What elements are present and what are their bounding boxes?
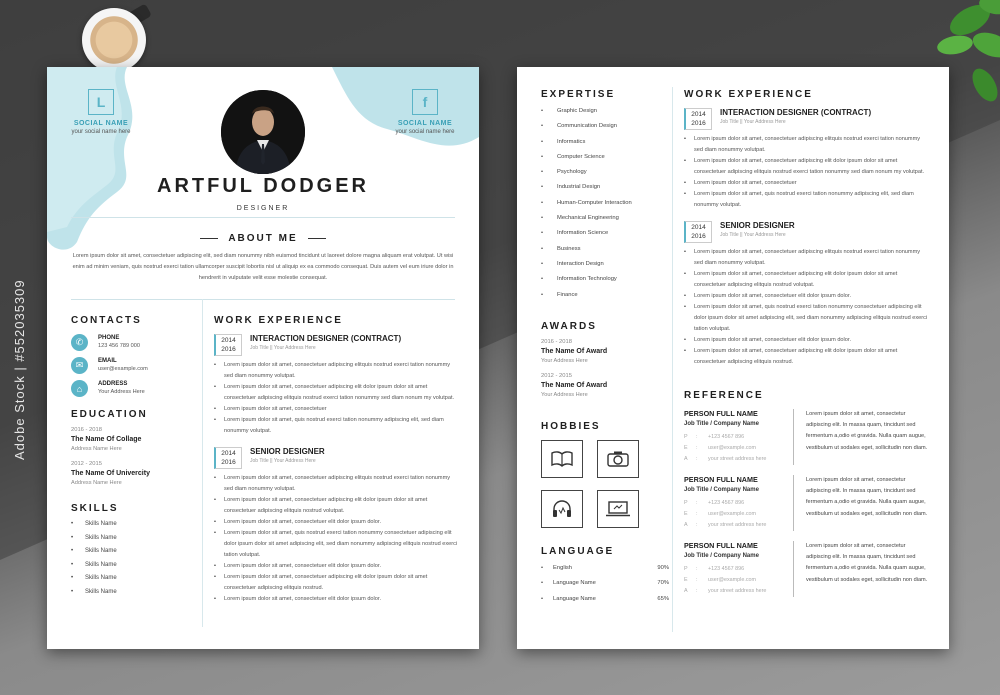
job-bullet: • Lorem ipsum dolor sit amet, consectetuer adipiscing elit dolor ipsum dolor sit amet consectetuer adipiscing elitquis nostrud exerci tation nonummy sed diam nonum my volutpat.	[214, 382, 459, 404]
job-bullet: • Lorem ipsum dolor sit amet, consectetuer	[684, 178, 929, 189]
reference-text: Lorem ipsum dolor sit amet, consectetur adipiscing elit. In massa quam, tincidunt sed fermentum a,odio et gravida. Nulla quam augue, vestibulum ut sodales eget, sollicitudin non diam.	[806, 543, 928, 583]
skill-item: • Skills Name	[71, 532, 201, 546]
job-bullet: • Lorem ipsum dolor sit amet, consectetuer elit dolor ipsum dolor.	[214, 594, 459, 605]
reference-title: Job Title / Company Name	[684, 553, 759, 559]
contact-label: EMAIL	[98, 358, 117, 364]
reference-email: E : user@example.com	[684, 511, 757, 517]
job-subtitle: Job Title || Your Address Here	[720, 232, 786, 238]
work-title: WORK EXPERIENCE	[684, 89, 813, 100]
job-bullet: • Lorem ipsum dolor sit amet, consectetuer adipiscing elitquis nostrud exerci tation nonummy sed diam nonummy volutpat.	[214, 473, 459, 495]
job-years: 2014 2016	[684, 221, 712, 243]
reference-email: E : user@example.com	[684, 445, 757, 451]
linkedin-icon: L	[88, 89, 114, 115]
work-title: WORK EXPERIENCE	[214, 315, 343, 326]
hobbies-grid	[541, 440, 669, 528]
coffee-cup	[82, 8, 146, 72]
contact-value: 123 456 789 000	[98, 343, 140, 349]
reference-phone: P : +123 4567 896	[684, 434, 745, 440]
reference-name: PERSON FULL NAME	[684, 475, 758, 484]
job-bullet: • Lorem ipsum dolor sit amet, consectetuer adipiscing elit dolor ipsum dolor sit amet consectetuer adipiscing elitquis nostrud volutpat.	[684, 269, 929, 291]
job-header	[214, 334, 459, 356]
p2-right-column	[684, 89, 929, 607]
reference-address: A : your street address here	[684, 522, 767, 528]
education-name: The Name Of Collage	[71, 436, 142, 443]
social-name-label: SOCIAL NAME	[397, 120, 453, 127]
job-bullet: • Lorem ipsum dolor sit amet, consectetuer adipiscing elit dolor ipsum dolor sit amet consectetuer adipiscing elitquis nostrud exerci tation nonummy sed diam nonum my volutpat.	[684, 156, 929, 178]
education-title: EDUCATION	[71, 409, 148, 420]
p2-left-column	[541, 89, 669, 607]
expertise-item: • Informatics	[541, 135, 669, 150]
education-address: Address Name Here	[71, 480, 122, 486]
job-title: SENIOR DESIGNER	[720, 221, 795, 230]
education-years: 2012 - 2015	[71, 461, 102, 467]
right-column	[214, 315, 459, 605]
skill-item: • Skills Name	[71, 572, 201, 586]
job-header	[214, 447, 459, 469]
candidate-role: DESIGNER	[236, 205, 290, 212]
job-years: 2014 2016	[684, 108, 712, 130]
expertise-item: • Computer Science	[541, 150, 669, 165]
language-item: • Language Name 70%	[541, 576, 669, 592]
award-years: 2016 - 2018	[541, 338, 572, 345]
contacts-title: CONTACTS	[71, 315, 142, 326]
job-title: INTERACTION DESIGNER (CONTRACT)	[250, 334, 402, 343]
reference-name: PERSON FULL NAME	[684, 409, 758, 418]
reference-address: A : your street address here	[684, 456, 767, 462]
job-subtitle: Job Title || Your Address Here	[250, 345, 316, 351]
job-bullet: • Lorem ipsum dolor sit amet, consectetuer elit dolor ipsum dolor.	[684, 335, 929, 346]
expertise-item: • Mechanical Engineering	[541, 211, 669, 226]
resume-page-1	[47, 67, 479, 649]
job-bullet: • Lorem ipsum dolor sit amet, quis nostrud exerci tation nonummy consectetuer adipiscing elit dolor ipsum dolor sit amet adipiscing elit, sed diam nonummy adipiscing elitquis nostrud exerci tation volutpat.	[684, 302, 929, 335]
skill-item: • Skills Name	[71, 545, 201, 559]
award-name: The Name Of Award	[541, 381, 608, 389]
job-bullet: • Lorem ipsum dolor sit amet, consectetuer adipiscing elit dolor ipsum dolor sit amet consectetuer adipiscing elitquis nostrud.	[214, 572, 459, 594]
award-years: 2012 - 2015	[541, 372, 572, 379]
award-address: Your Address Here	[541, 391, 588, 398]
education-item	[71, 426, 201, 453]
candidate-name: ARTFUL DODGER	[157, 175, 369, 197]
book-icon	[541, 440, 583, 478]
divider	[71, 299, 455, 300]
contact-value: user@example.com	[98, 366, 148, 372]
divider	[71, 217, 455, 218]
expertise-item: • Information Science	[541, 226, 669, 241]
expertise-item: • Psychology	[541, 165, 669, 180]
reference-phone: P : +123 4567 896	[684, 566, 745, 572]
reference-text: Lorem ipsum dolor sit amet, consectetur adipiscing elit. In massa quam, tincidunt sed fermentum a,odio et gravida. Nulla quam augue, vestibulum ut sodales eget, sollicitudin non diam.	[806, 411, 928, 451]
headphones-icon	[541, 490, 583, 528]
social-handle: your social name here	[71, 129, 131, 135]
contact-label: PHONE	[98, 335, 120, 341]
job-years: 2014 2016	[214, 447, 242, 469]
job-bullet: • Lorem ipsum dolor sit amet, consectetuer elit dolor ipsum dolor.	[684, 291, 929, 302]
skill-item: • Skills Name	[71, 586, 201, 600]
contact-email	[71, 357, 201, 374]
expertise-item: • Industrial Design	[541, 180, 669, 195]
job-title: INTERACTION DESIGNER (CONTRACT)	[720, 108, 872, 117]
reference-item	[684, 409, 929, 465]
social-left[interactable]	[63, 89, 139, 135]
education-years: 2016 - 2018	[71, 427, 102, 433]
job-bullet: • Lorem ipsum dolor sit amet, consectetuer adipiscing elit dolor ipsum dolor sit amet consectetuer adipiscing elitquis nostrud volutpat.	[214, 495, 459, 517]
job-bullet: • Lorem ipsum dolor sit amet, quis nostrud exerci tation nonummy adipiscing elit, sed diam nonummy volutpat.	[684, 189, 929, 211]
job-subtitle: Job Title || Your Address Here	[720, 119, 786, 125]
reference-title: Job Title / Company Name	[684, 421, 759, 427]
skill-item: • Skills Name	[71, 518, 201, 532]
awards-title: AWARDS	[541, 320, 597, 332]
reference-title: Job Title / Company Name	[684, 487, 759, 493]
expertise-item: • Human-Computer Interaction	[541, 196, 669, 211]
reference-text: Lorem ipsum dolor sit amet, consectetur adipiscing elit. In massa quam, tincidunt sed fermentum a,odio et gravida. Nulla quam augue, vestibulum ut sodales eget, sollicitudin non diam.	[806, 477, 928, 517]
award-item	[541, 372, 669, 399]
job-years: 2014 2016	[214, 334, 242, 356]
expertise-item: • Graphic Design	[541, 104, 669, 119]
job-subtitle: Job Title || Your Address Here	[250, 458, 316, 464]
contact-label: ADDRESS	[98, 381, 128, 387]
reference-email: E : user@example.com	[684, 577, 757, 583]
stock-watermark: Adobe Stock | #552035309	[12, 279, 27, 460]
column-divider	[202, 299, 203, 627]
education-item	[71, 460, 201, 487]
job-bullet: • Lorem ipsum dolor sit amet, consectetuer adipiscing elitquis nostrud exerci tation nonummy sed diam nonummy volutpat.	[214, 360, 459, 382]
job-header	[684, 108, 929, 130]
reference-item	[684, 541, 929, 597]
email-icon: ✉	[71, 357, 88, 374]
language-item: • English 90%	[541, 561, 669, 577]
reference-title: REFERENCE	[684, 390, 764, 401]
expertise-item: • Communication Design	[541, 119, 669, 134]
column-divider	[672, 87, 673, 632]
social-right[interactable]	[387, 89, 463, 135]
job-bullet: • Lorem ipsum dolor sit amet, consectetuer adipiscing elitquis nostrud exerci tation nonummy sed diam nonummy volutpat.	[684, 247, 929, 269]
job-title: SENIOR DESIGNER	[250, 447, 325, 456]
hobbies-title: HOBBIES	[541, 420, 601, 432]
job-bullet: • Lorem ipsum dolor sit amet, quis nostrud exerci tation nonummy adipiscing elit, sed diam nonummy volutpat.	[214, 415, 459, 437]
education-address: Address Name Here	[71, 446, 122, 452]
phone-icon: ✆	[71, 334, 88, 351]
about-text: Lorem ipsum dolor sit amet, consectetuer adipiscing elit, sed diam nonummy nibh euismod tincidunt ut laoreet dolore magna aliquam erat volutpat. Ut wisi enim ad minim veniam, quis nostrud exerci tation ullamcorper suscipit lobortis nisl ut aliquip ex ea commodo consequat. Duis autem vel eum iriure dolor in hendrerit in vulputate velit esse molestie consequat.	[72, 253, 454, 281]
social-handle: your social name here	[395, 129, 455, 135]
job-header	[684, 221, 929, 243]
expertise-item: • Finance	[541, 288, 669, 303]
facebook-icon: f	[412, 89, 438, 115]
award-address: Your Address Here	[541, 357, 588, 364]
contact-address	[71, 380, 201, 397]
skill-item: • Skills Name	[71, 559, 201, 573]
education-name: The Name Of Univercity	[71, 470, 150, 477]
job-bullet: • Lorem ipsum dolor sit amet, consectetuer elit dolor ipsum dolor.	[214, 561, 459, 572]
job-bullet: • Lorem ipsum dolor sit amet, consectetuer elit dolor ipsum dolor.	[214, 517, 459, 528]
reference-item	[684, 475, 929, 531]
social-name-label: SOCIAL NAME	[73, 120, 129, 127]
left-column	[71, 315, 201, 599]
skills-title: SKILLS	[71, 503, 119, 514]
laptop-icon	[597, 490, 639, 528]
contact-value: Your Address Here	[98, 389, 145, 395]
reference-name: PERSON FULL NAME	[684, 541, 758, 550]
job-bullet: • Lorem ipsum dolor sit amet, quis nostrud exerci tation nonummy consectetuer adipiscing elit dolor ipsum dolor sit amet adipiscing elit, sed diam nonummy adipiscing elitquis nostrud exerci tation volutpat.	[214, 528, 459, 561]
reference-address: A : your street address here	[684, 588, 767, 594]
profile-photo	[221, 90, 305, 174]
expertise-item: • Information Technology	[541, 272, 669, 287]
language-item: • Language Name 65%	[541, 592, 669, 608]
contact-phone	[71, 334, 201, 351]
resume-page-2	[517, 67, 949, 649]
award-item	[541, 338, 669, 365]
job-bullet: • Lorem ipsum dolor sit amet, consectetuer	[214, 404, 459, 415]
reference-phone: P : +123 4567 896	[684, 500, 745, 506]
camera-icon	[597, 440, 639, 478]
expertise-title: EXPERTISE	[541, 89, 616, 100]
language-title: LANGUAGE	[541, 545, 615, 557]
award-name: The Name Of Award	[541, 347, 608, 355]
about-title: ABOUT ME	[47, 233, 479, 244]
job-bullet: • Lorem ipsum dolor sit amet, consectetuer adipiscing elit dolor ipsum dolor sit amet consectetuer adipiscing elitquis nostrud.	[684, 346, 929, 368]
job-bullet: • Lorem ipsum dolor sit amet, consectetuer adipiscing elitquis nostrud exerci tation nonummy sed diam nonummy volutpat.	[684, 134, 929, 156]
expertise-item: • Interaction Design	[541, 257, 669, 272]
home-icon: ⌂	[71, 380, 88, 397]
expertise-item: • Business	[541, 242, 669, 257]
